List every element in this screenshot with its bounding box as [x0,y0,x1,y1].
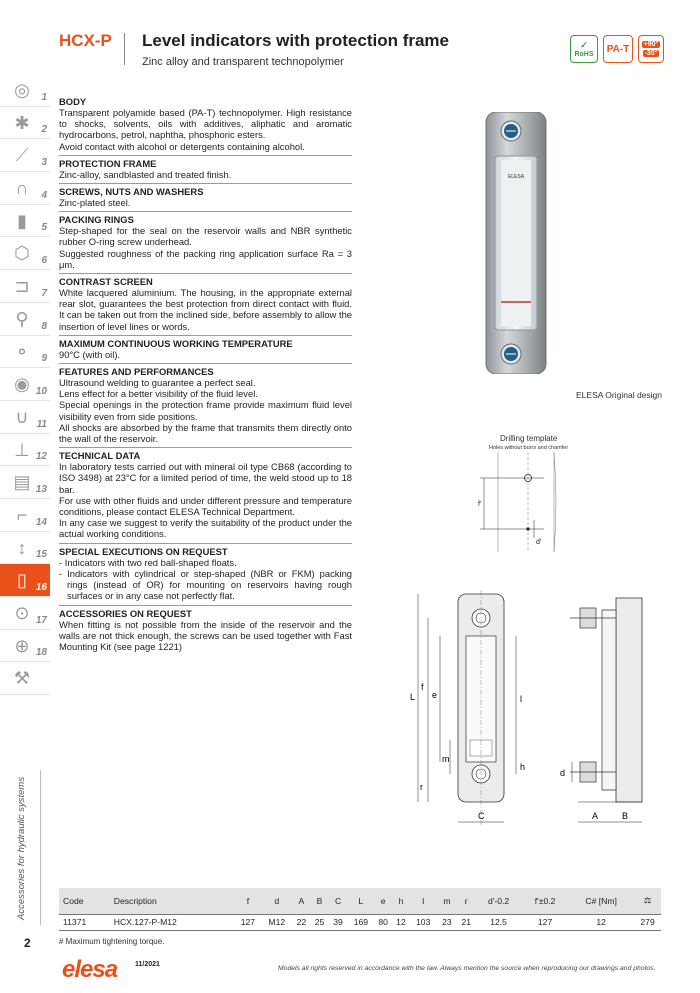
drill-title: Drilling template [500,434,558,443]
temperature-badge: +90° -30° [638,35,664,63]
drilling-template-drawing [470,452,560,552]
dim-d: d [560,768,566,778]
table-cell: 169 [348,914,375,930]
copyright-notice: Models all rights reserved in accordance with the law. Always mention the source when reproducing our drawings and photos. [278,965,656,972]
column-header: f'±0.2 [522,888,568,914]
section-paragraph: For use with other fluids and under different pressure and temperature conditions, please contact ELESA Technical Department. [59,494,352,518]
dim-L: L [410,692,416,702]
section-heading: SCREWS, NUTS AND WASHERS [59,186,204,198]
sidebar-item-number: 15 [35,549,47,561]
sidebar-item-13[interactable] [0,466,50,499]
column-header: Code [59,888,110,914]
page-number: 2 [24,936,31,950]
dim-d-prime: d' [536,539,542,546]
section-accessories-on-request [59,605,352,653]
section-paragraph: Ultrasound welding to guarantee a perfect seal. [59,377,256,389]
sidebar-item-14[interactable] [0,499,50,532]
section-heading: PROTECTION FRAME [59,157,157,169]
plunger-icon: ↕ [17,537,27,558]
section-heading: BODY [59,96,87,107]
dim-f: f [421,682,424,692]
sidebar-item-18[interactable] [0,630,50,663]
table-cell: 12 [568,914,634,930]
list-item: - Indicators with cylindrical or step-shaped (NBR or FKM) packing rings (instead of OR) for mounting on reservoirs having rough surfaces or in any case not perfectly flat. [59,567,352,602]
footnote: # Maximum tightening torque. [59,937,165,946]
section-contrast-screen [59,273,352,332]
table-cell: 80 [374,914,392,930]
sidebar-item-number: 11 [36,418,47,430]
sidebar-item-12[interactable] [0,434,50,467]
column-header: h [392,888,410,914]
section-heading: SPECIAL EXECUTIONS ON REQUEST [59,545,228,557]
table-row [59,914,661,930]
section-heading: ACCESSORIES ON REQUEST [59,607,192,619]
specification-table [59,888,661,931]
page-title: Level indicators with protection frame [142,31,450,50]
sidebar-item-7[interactable] [0,270,50,303]
column-header: Description [110,888,235,914]
table-cell: M12 [261,914,292,930]
column-header: f [235,888,262,914]
sidebar-item-number: 10 [35,385,47,397]
section-paragraph: Transparent polyamide based (PA-T) technopolymer. High resistance to shocks, solvents, oils with additives, aliphatic and aromatic hydrocarbons, petrol, naphtha, phosphoric esters. [59,107,352,141]
section-paragraph: Special openings in the protection frame provide maximum fluid level visibility even from side positions. [59,399,352,422]
section-heading: MAXIMUM CONTINUOUS WORKING TEMPERATURE [59,337,293,349]
section-paragraph: Avoid contact with alcohol or detergents containing alcohol. [59,140,305,152]
section-packing-rings [59,211,352,270]
sidebar-item-5[interactable] [0,205,50,238]
dim-A: A [592,811,599,821]
sidebar-item-number: 2 [41,124,47,136]
sidebar-item-number: 9 [41,353,47,365]
column-header: C [329,888,348,914]
sidebar-item-number: 7 [41,287,47,299]
column-header: B [310,888,328,914]
table-cell: 11371 [59,914,110,930]
grip-icon: ▮ [17,210,27,231]
nut-icon: ⬡ [14,243,30,264]
section-paragraph: White lacquered aluminium. The housing, in the appropriate external rear slot, guarantees the best protection from direct contact with fluid. It can be taken out from the inclined side, before assembly to allow the insertion of level lines or words. [59,287,352,332]
column-header: m [437,888,458,914]
svg-text:ELESA: ELESA [507,174,525,180]
sidebar-item-15[interactable] [0,532,50,565]
list-item: - Indicators with two red ball-shaped floats. [59,556,237,568]
section-screws-nuts-and-washers [59,183,352,208]
table-cell: 12 [392,914,410,930]
knob-icon: ◎ [14,80,30,100]
column-header: C# [Nm] [568,888,634,914]
badge-group [570,35,664,63]
sidebar-item-number: 12 [35,451,47,463]
section-heading: FEATURES AND PERFORMANCES [59,366,214,378]
sidebar-item-number: 18 [35,647,47,659]
sidebar-item-number: 13 [35,483,47,495]
header-divider [124,33,125,65]
sidebar-item-16[interactable] [0,564,50,597]
material-badge: PA-T [603,35,633,63]
section-protection-frame [59,155,352,180]
table-cell: 12.5 [475,914,522,930]
column-header: e [374,888,392,914]
sidebar-item-number: 16 [35,582,47,593]
sidebar-item-tools[interactable] [0,662,50,695]
sidebar-item-8[interactable] [0,303,50,336]
wrench-icon: ⚒ [13,668,31,689]
column-header: l [410,888,437,914]
lever-icon: ⟋ [15,145,29,166]
horseshoe-icon: ∪ [15,406,29,427]
table-cell: 21 [457,914,475,930]
table-cell: 25 [310,914,328,930]
column-header: d [261,888,292,914]
sidebar-item-1[interactable] [0,74,50,107]
caster-icon: ⊙ [14,603,30,623]
eyebolt-icon: ⚬ [14,341,30,362]
dim-f-prime: f' [478,501,482,508]
technical-drawing [410,590,665,825]
sidebar-item-4[interactable] [0,172,50,205]
table-cell: 127 [522,914,568,930]
dim-r: r [420,782,423,792]
section-heading: PACKING RINGS [59,214,134,226]
section-features-and-performances [59,363,352,444]
rohs-badge: ✓ RoHS [570,35,598,63]
dim-l: l [520,694,522,704]
edition-date: 11/2021 [135,961,160,968]
table-cell: 279 [634,914,661,930]
sidebar-divider [40,770,41,925]
sidebar-item-2[interactable] [0,107,50,140]
clamp-icon: ⊐ [14,276,30,297]
sidebar-item-number: 5 [41,222,47,234]
sidebar-item-17[interactable] [0,597,50,630]
section-paragraph: Zinc-alloy, sandblasted and treated finish. [59,168,232,180]
table-cell: HCX.127-P-M12 [110,914,235,930]
table-cell: 103 [410,914,437,930]
section-paragraph: In any case we suggest to verify the suitability of the product under the actual working conditions. [59,517,352,540]
sidebar-item-number: 17 [35,614,47,626]
section-label: Accessories for hydraulic systems [16,776,27,920]
section-heading: CONTRAST SCREEN [59,276,153,288]
table-cell: 127 [235,914,262,930]
sidebar-item-9[interactable] [0,336,50,369]
sidebar-item-11[interactable] [0,401,50,434]
section-paragraph: Zinc-plated steel. [59,197,131,209]
sidebar-item-number: 6 [41,255,47,267]
section-paragraph: Step-shaped for the seal on the reservoir walls and NBR synthetic rubber O-ring screw underhead. [59,225,352,248]
column-header: r [457,888,475,914]
column-header: d'-0.2 [475,888,522,914]
section-technical-data [59,447,352,539]
table-cell: 22 [292,914,310,930]
screw-icon: ⚲ [15,308,29,329]
product-code: HCX-P [59,31,112,50]
section-paragraph: In laboratory tests carried out with mineral oil type CB68 (according to ISO 3498) at 23°C for a limited period of time, the weld stood up to 18 bar. [59,461,352,495]
section-paragraph: Suggested roughness of the packing ring application surface Ra = 3 μm. [59,247,352,270]
dim-m: m [442,754,450,764]
sidebar-item-number: 8 [41,320,47,332]
drill-subtitle: Holes without burrs and chamfer [489,445,569,451]
leveling-foot-icon: ⊥ [14,439,30,460]
dim-e: e [432,690,438,700]
sidebar-item-6[interactable] [0,237,50,270]
description-column [59,94,352,655]
sidebar-item-3[interactable] [0,139,50,172]
bullet-list [59,557,352,602]
page-subtitle: Zinc alloy and transparent technopolymer [142,56,344,68]
section-body [59,94,352,152]
table-cell: 23 [437,914,458,930]
sidebar [0,74,50,695]
sidebar-item-10[interactable] [0,368,50,401]
dim-C: C [478,811,485,821]
section-maximum-continuous-working-temperature [59,335,352,360]
column-header: L [348,888,375,914]
product-photo [485,112,547,374]
star-knob-icon: ✱ [14,112,30,133]
column-header: A [292,888,310,914]
elesa-logo: elesa [62,956,118,983]
level-indicator-icon: ▯ [17,570,27,591]
latch-icon: ⌐ [16,504,28,525]
section-paragraph: When fitting is not possible from the inside of the reservoir and the walls are not thick enough, the screws can be used together with Fast Mounting Kit (see page 1221) [59,618,352,652]
photo-caption: ELESA Original design [576,390,662,400]
table-cell: 39 [329,914,348,930]
column-header: ⚖ [634,888,661,914]
handle-icon: ∩ [15,178,29,199]
section-heading: TECHNICAL DATA [59,450,141,462]
bearing-icon: ◉ [14,374,30,395]
section-paragraph: Lens effect for a better visibility of the fluid level. [59,388,258,400]
sidebar-item-number: 14 [35,516,47,528]
dim-h: h [520,762,526,772]
sidebar-item-number: 1 [41,91,47,103]
sidebar-item-number: 4 [41,189,47,201]
sidebar-item-number: 3 [41,157,47,169]
section-paragraph: All shocks are absorbed by the frame that transmits them directly onto the wall of the reservoir. [59,421,352,445]
dim-B: B [622,811,629,821]
hinge-icon: ▤ [13,472,31,493]
section-paragraph: 90°C (with oil). [59,348,121,360]
joint-icon: ⊕ [14,635,30,656]
section-special-executions-on-request [59,543,352,602]
